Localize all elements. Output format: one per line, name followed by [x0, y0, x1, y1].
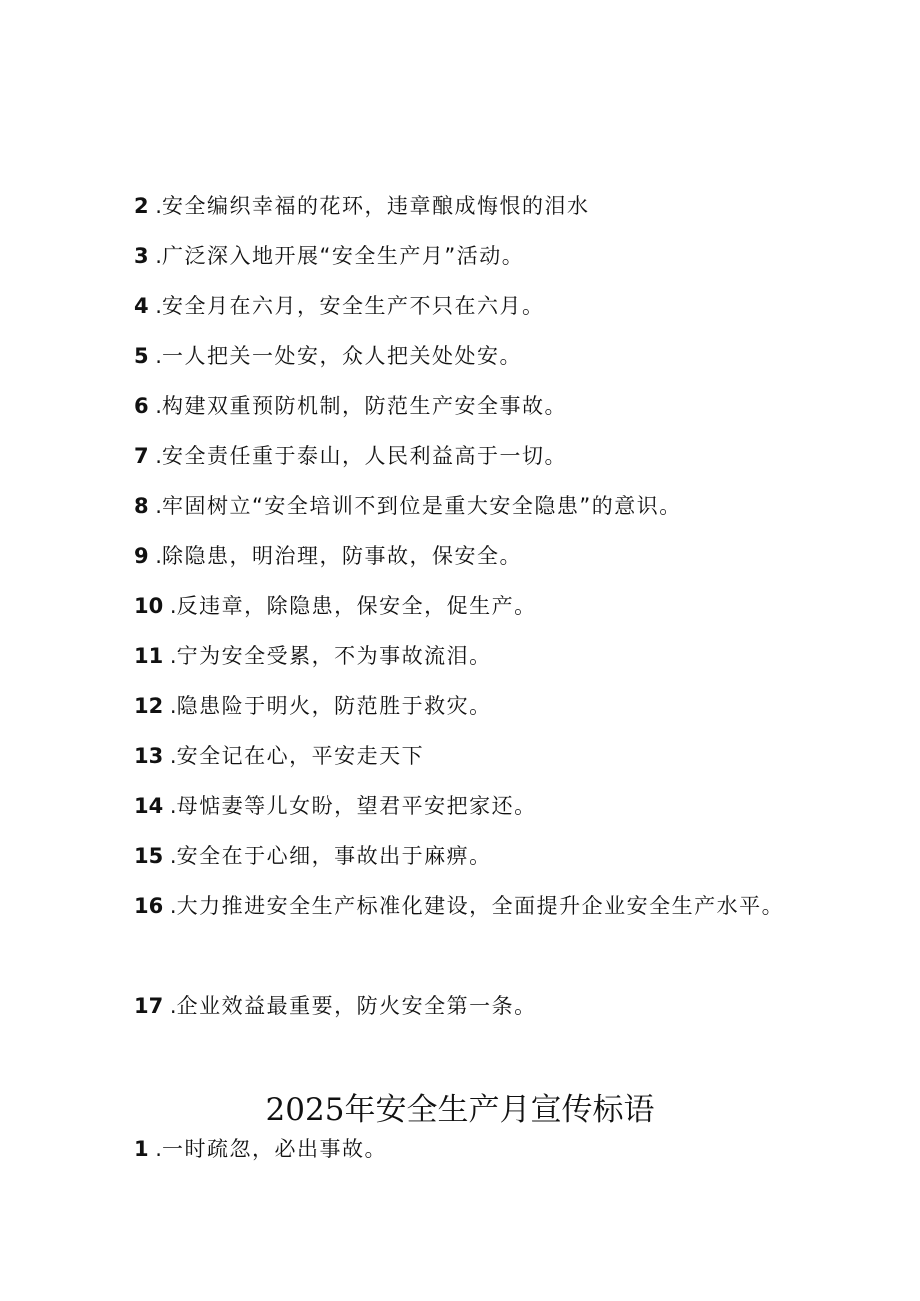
item-number: 17 — [134, 994, 164, 1018]
item-number: 12 — [134, 694, 164, 718]
slogan-item — [134, 1124, 794, 1174]
item-separator: . — [148, 244, 162, 268]
item-separator: . — [148, 444, 162, 468]
item-separator: . — [148, 394, 162, 418]
item-separator: . — [163, 694, 177, 718]
item-text: 构建双重预防机制，防范生产安全事故。 — [161, 394, 567, 418]
item-text: 反违章，除隐患，保安全，促生产。 — [176, 594, 537, 618]
item-number: 9 — [134, 544, 149, 568]
item-number: 16 — [134, 894, 164, 918]
item-separator: . — [148, 544, 162, 568]
item-text: 大力推进安全生产标准化建设，全面提升企业安全生产水平。 — [176, 894, 785, 918]
item-separator: . — [148, 494, 162, 518]
item-text: 母惦妻等儿女盼，望君平安把家还。 — [176, 794, 537, 818]
item-separator: . — [163, 844, 177, 868]
item-text: 安全编织幸福的花环，违章酿成悔恨的泪水 — [161, 194, 590, 218]
slogan-item — [134, 831, 794, 881]
slogan-item — [134, 681, 794, 731]
item-number: 15 — [134, 844, 164, 868]
item-number: 2 — [134, 194, 149, 218]
item-number: 4 — [134, 294, 149, 318]
slogan-item — [134, 581, 794, 631]
item-number: 1 — [134, 1137, 149, 1161]
item-separator: . — [148, 294, 162, 318]
slogan-item — [134, 981, 794, 1031]
item-number: 10 — [134, 594, 164, 618]
slogan-item — [134, 381, 794, 431]
item-text: 安全在于心细，事故出于麻痹。 — [176, 844, 492, 868]
slogan-item — [134, 181, 794, 231]
slogan-item — [134, 781, 794, 831]
item-number: 5 — [134, 344, 149, 368]
item-text: 宁为安全受累，不为事故流泪。 — [176, 644, 492, 668]
slogan-item — [134, 531, 794, 581]
section-heading: 2025年安全生产月宣传标语 — [265, 1092, 655, 1128]
item-separator: . — [163, 594, 177, 618]
item-text: 牢固树立“安全培训不到位是重大安全隐患”的意识。 — [161, 494, 682, 518]
item-text: 安全责任重于泰山，人民利益高于一切。 — [161, 444, 567, 468]
slogan-item — [134, 331, 794, 381]
item-separator: . — [163, 994, 177, 1018]
slogan-item — [134, 231, 794, 281]
item-separator: . — [148, 1137, 162, 1161]
item-text: 安全记在心，平安走天下 — [176, 744, 425, 768]
item-text: 隐患险于明火，防范胜于救灾。 — [176, 694, 492, 718]
item-separator: . — [148, 344, 162, 368]
item-separator: . — [163, 644, 177, 668]
slogan-item — [134, 431, 794, 481]
slogan-item — [134, 881, 794, 931]
slogan-item — [134, 631, 794, 681]
item-text: 安全月在六月，安全生产不只在六月。 — [161, 294, 545, 318]
item-text: 广泛深入地开展“安全生产月”活动。 — [161, 244, 525, 268]
item-separator: . — [163, 794, 177, 818]
item-number: 8 — [134, 494, 149, 518]
item-number: 13 — [134, 744, 164, 768]
item-separator: . — [163, 744, 177, 768]
item-text: 除隐患，明治理，防事故，保安全。 — [161, 544, 522, 568]
slogan-item — [134, 481, 794, 531]
item-separator: . — [163, 894, 177, 918]
item-text: 一时疏忽，必出事故。 — [161, 1137, 387, 1161]
item-number: 6 — [134, 394, 149, 418]
item-text: 一人把关一处安，众人把关处处安。 — [161, 344, 522, 368]
item-number: 11 — [134, 644, 164, 668]
item-number: 7 — [134, 444, 149, 468]
item-number: 3 — [134, 244, 149, 268]
item-separator: . — [148, 194, 162, 218]
item-number: 14 — [134, 794, 164, 818]
item-text: 企业效益最重要，防火安全第一条。 — [176, 994, 537, 1018]
slogan-item — [134, 731, 794, 781]
slogan-item — [134, 281, 794, 331]
